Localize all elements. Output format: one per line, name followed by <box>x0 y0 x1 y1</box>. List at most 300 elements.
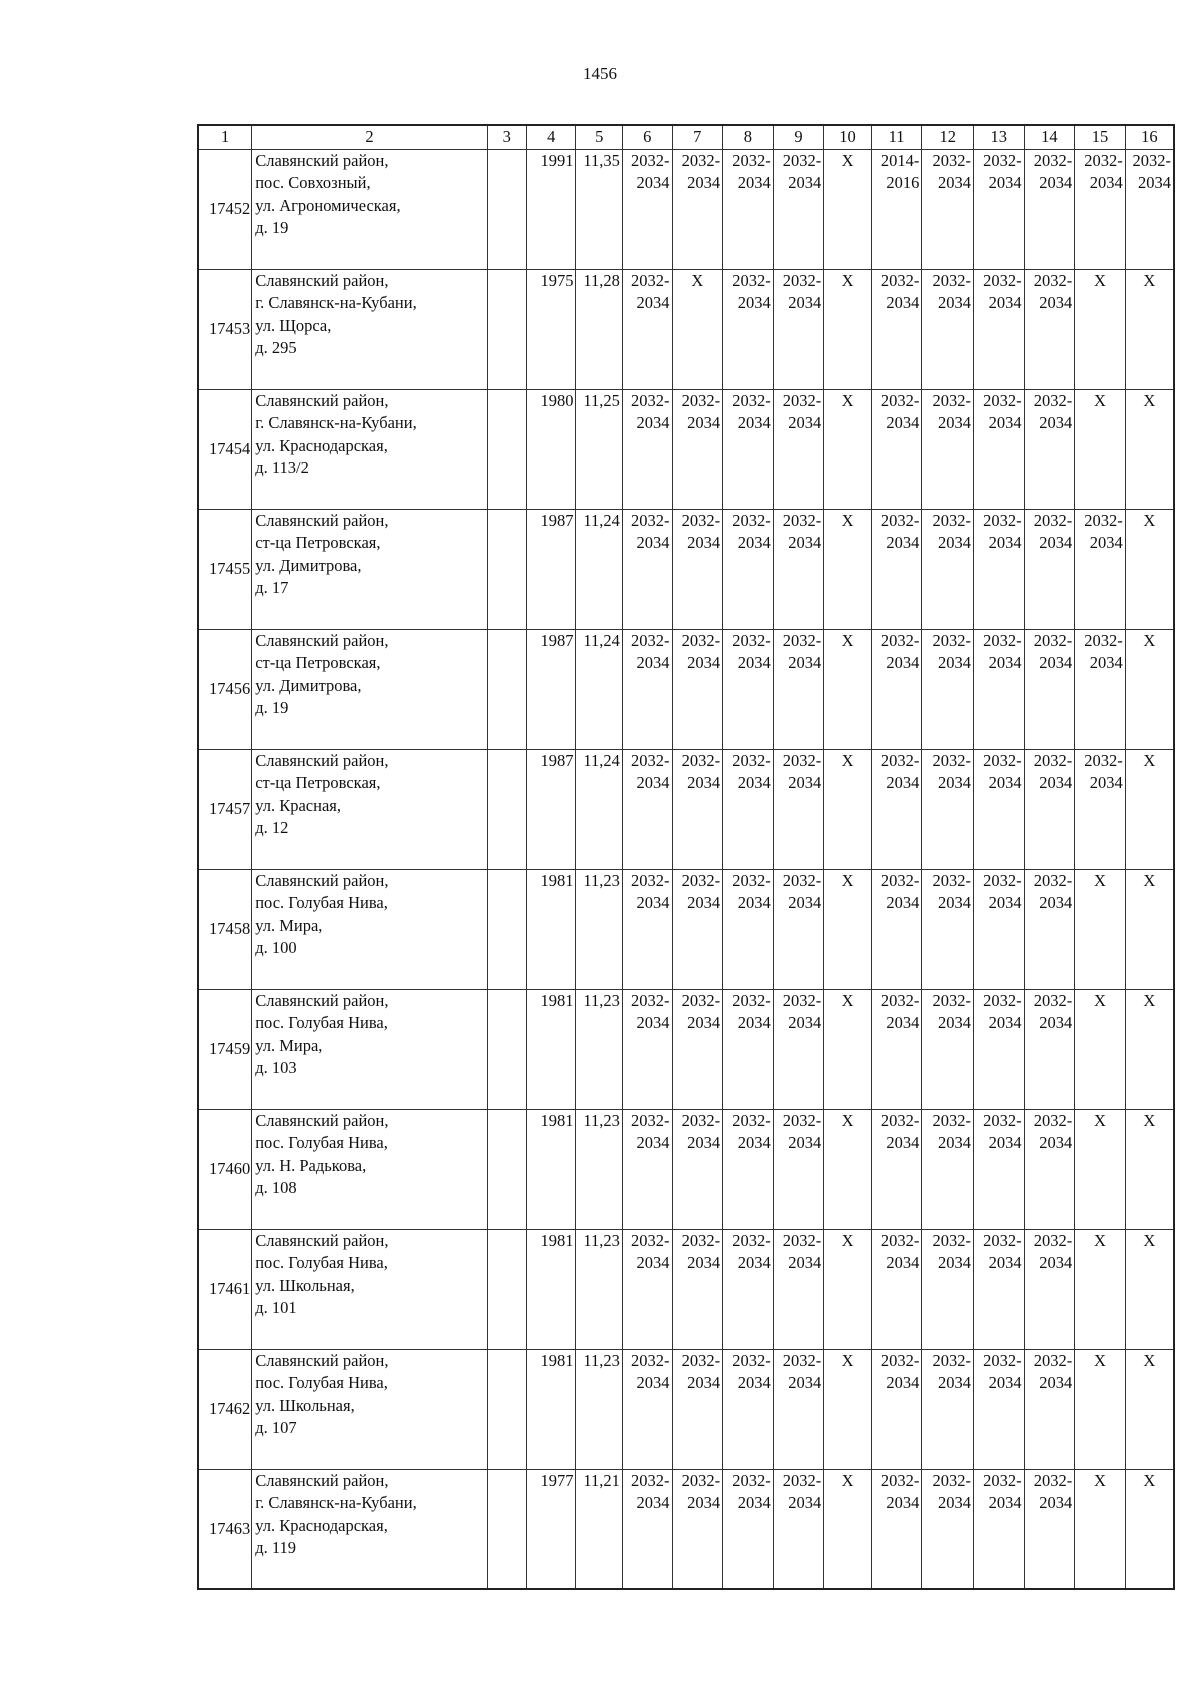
period-text: 2032- <box>782 390 822 410</box>
period-cell-col-7 <box>672 989 723 1109</box>
period-text: 2032- <box>681 990 721 1010</box>
period-text: 2032- <box>932 1110 971 1130</box>
period-text: 2034 <box>1039 1133 1073 1152</box>
period-cell-col-9 <box>773 989 824 1109</box>
period-text: 2034 <box>988 293 1022 312</box>
period-text: 2032- <box>1033 510 1073 530</box>
period-cell-col-8 <box>723 1109 774 1229</box>
period-text: 2034 <box>938 1253 971 1272</box>
period-cell-col-16 <box>1125 869 1174 989</box>
period-text: 2032- <box>631 510 670 530</box>
period-text: 2032- <box>880 1110 920 1130</box>
period-cell-col-11 <box>871 629 922 749</box>
period-text: 2034 <box>636 1253 670 1272</box>
row-number-cell: 17460 <box>198 1109 252 1229</box>
period-text: 2034 <box>636 1373 670 1392</box>
period-text: 2032- <box>1033 1230 1073 1250</box>
period-text: 2032- <box>983 1470 1022 1490</box>
row-number-cell: 17456 <box>198 629 252 749</box>
period-cell-col-15 <box>1075 869 1126 989</box>
period-text: 2034 <box>988 773 1022 792</box>
period-text: 2034 <box>938 293 971 312</box>
period-cell-col-6 <box>622 989 672 1109</box>
period-text: 2032- <box>631 750 670 770</box>
period-text: 2032- <box>732 390 771 410</box>
period-cell-col-6 <box>622 1229 672 1349</box>
period-cell-col-12 <box>922 389 974 509</box>
period-text: X <box>1143 630 1156 650</box>
period-text: 2034 <box>636 773 670 792</box>
period-text: X <box>841 990 854 1010</box>
column-number-header-row <box>198 125 1174 149</box>
period-cell-col-7 <box>672 1349 723 1469</box>
period-cell-col-10 <box>824 1229 872 1349</box>
period-text: 2032- <box>732 990 771 1010</box>
period-text: X <box>1094 1350 1106 1370</box>
period-cell-col-10 <box>824 1469 872 1589</box>
period-text: 2034 <box>1039 1013 1073 1032</box>
address-line: г. Славянск-на-Кубани, <box>255 413 417 432</box>
period-cell-col-14 <box>1024 629 1075 749</box>
period-text: 2034 <box>788 773 822 792</box>
address-line: ул. Красная, <box>255 795 341 815</box>
period-text: X <box>841 870 854 890</box>
address-line: пос. Голубая Нива, <box>255 1253 388 1272</box>
period-text: 2032- <box>631 1110 670 1130</box>
period-cell-col-11 <box>871 389 922 509</box>
column-3-cell <box>487 869 526 989</box>
period-cell-col-11 <box>871 1229 922 1349</box>
column-header-10: 10 <box>824 125 872 149</box>
period-cell-col-11 <box>871 269 922 389</box>
period-cell-col-15 <box>1075 749 1126 869</box>
period-text: 2034 <box>886 293 920 312</box>
period-text: 2034 <box>988 893 1022 912</box>
period-cell-col-9 <box>773 1469 824 1589</box>
address-cell <box>252 269 487 389</box>
value-cell: 11,24 <box>576 629 622 749</box>
period-text: 2034 <box>737 1253 771 1272</box>
period-text: 2034 <box>886 1013 920 1032</box>
period-text: 2034 <box>788 173 822 192</box>
period-cell-col-12 <box>922 269 974 389</box>
period-cell-col-15 <box>1075 1349 1126 1469</box>
period-text: 2034 <box>938 1493 971 1512</box>
period-text: 2014- <box>880 150 920 170</box>
period-text: 2032- <box>932 270 971 290</box>
period-text: 2034 <box>938 533 971 552</box>
period-text: 2034 <box>737 1493 771 1512</box>
period-cell-col-16 <box>1125 269 1174 389</box>
column-header-1: 1 <box>198 125 252 149</box>
period-text: X <box>1094 1110 1106 1130</box>
period-cell-col-16 <box>1125 389 1174 509</box>
period-cell-col-12 <box>922 1109 974 1229</box>
period-text: 2034 <box>737 1133 771 1152</box>
period-text: 2034 <box>1039 173 1073 192</box>
column-3-cell <box>487 629 526 749</box>
period-text: 2032- <box>782 990 822 1010</box>
period-text: 2032- <box>983 270 1022 290</box>
period-text: 2034 <box>988 653 1022 672</box>
period-cell-col-11 <box>871 509 922 629</box>
period-cell-col-9 <box>773 629 824 749</box>
column-header-5: 5 <box>576 125 622 149</box>
period-text: 2032- <box>932 750 971 770</box>
period-cell-col-7 <box>672 629 723 749</box>
period-text: 2034 <box>886 413 920 432</box>
year-cell: 1981 <box>526 1349 576 1469</box>
period-cell-col-7 <box>672 509 723 629</box>
period-cell-col-15 <box>1075 1229 1126 1349</box>
period-cell-col-14 <box>1024 1349 1075 1469</box>
period-text: 2034 <box>636 1133 670 1152</box>
period-cell-col-12 <box>922 749 974 869</box>
period-text: 2034 <box>1039 293 1073 312</box>
period-cell-col-11 <box>871 749 922 869</box>
period-text: 2034 <box>1089 773 1123 792</box>
address-line: пос. Совхозный, <box>255 173 371 192</box>
period-text: 2034 <box>1039 1493 1073 1512</box>
table-row <box>198 1349 1174 1469</box>
address-line: ст-ца Петровская, <box>255 773 381 792</box>
period-text: X <box>841 1230 854 1250</box>
period-cell-col-14 <box>1024 1229 1075 1349</box>
period-cell-col-13 <box>974 989 1025 1109</box>
period-text: 2032- <box>1084 630 1123 650</box>
period-cell-col-14 <box>1024 989 1075 1109</box>
period-text: 2032- <box>983 870 1022 890</box>
period-text: 2032- <box>732 510 771 530</box>
period-text: 2034 <box>788 1133 822 1152</box>
period-text: 2032- <box>681 1230 721 1250</box>
period-cell-col-9 <box>773 269 824 389</box>
value-cell: 11,24 <box>576 749 622 869</box>
period-cell-col-15 <box>1075 629 1126 749</box>
period-text: 2016 <box>886 173 920 192</box>
year-cell: 1980 <box>526 389 576 509</box>
period-text: 2032- <box>1084 510 1123 530</box>
period-text: 2034 <box>737 773 771 792</box>
period-text: 2034 <box>636 653 670 672</box>
period-text: 2034 <box>988 1493 1022 1512</box>
period-text: 2032- <box>983 150 1022 170</box>
period-cell-col-12 <box>922 629 974 749</box>
table-row <box>198 1469 1174 1589</box>
period-cell-col-9 <box>773 389 824 509</box>
period-text: 2034 <box>687 653 721 672</box>
period-text: X <box>1143 390 1156 410</box>
period-text: 2032- <box>732 630 771 650</box>
period-cell-col-8 <box>723 1229 774 1349</box>
period-cell-col-11 <box>871 1349 922 1469</box>
period-cell-col-13 <box>974 1229 1025 1349</box>
period-cell-col-10 <box>824 1349 872 1469</box>
period-text: 2032- <box>1033 1110 1073 1130</box>
period-text: 2032- <box>1132 150 1171 170</box>
period-text: 2032- <box>880 510 920 530</box>
period-text: 2032- <box>732 270 771 290</box>
period-text: 2034 <box>1039 413 1073 432</box>
period-cell-col-14 <box>1024 269 1075 389</box>
period-text: 2034 <box>737 1013 771 1032</box>
period-text: 2032- <box>880 750 920 770</box>
period-text: 2034 <box>636 533 670 552</box>
period-cell-col-9 <box>773 1349 824 1469</box>
address-line: ул. Школьная, <box>255 1275 355 1295</box>
period-cell-col-13 <box>974 1469 1025 1589</box>
period-cell-col-12 <box>922 149 974 269</box>
period-text: 2034 <box>687 1373 721 1392</box>
address-cell <box>252 1469 487 1589</box>
period-text: 2032- <box>932 870 971 890</box>
period-text: X <box>841 750 854 770</box>
period-text: 2034 <box>1039 533 1073 552</box>
period-text: 2032- <box>782 270 822 290</box>
address-line: ст-ца Петровская, <box>255 653 381 672</box>
year-cell: 1987 <box>526 509 576 629</box>
address-line: г. Славянск-на-Кубани, <box>255 1493 417 1512</box>
period-cell-col-6 <box>622 1349 672 1469</box>
period-text: X <box>1143 1110 1156 1130</box>
period-text: 2032- <box>782 1110 822 1130</box>
period-text: 2032- <box>681 750 721 770</box>
address-line: ул. Димитрова, <box>255 675 362 695</box>
period-text: 2032- <box>983 1230 1022 1250</box>
period-text: 2034 <box>938 773 971 792</box>
period-cell-col-14 <box>1024 749 1075 869</box>
row-number-cell: 17457 <box>198 749 252 869</box>
year-cell: 1977 <box>526 1469 576 1589</box>
period-text: 2034 <box>988 1253 1022 1272</box>
table-row <box>198 149 1174 269</box>
period-text: 2034 <box>938 1013 971 1032</box>
value-cell: 11,23 <box>576 1109 622 1229</box>
address-line: д. 12 <box>255 818 289 837</box>
period-cell-col-11 <box>871 1469 922 1589</box>
address-line: Славянский район, <box>255 270 389 290</box>
year-cell: 1981 <box>526 989 576 1109</box>
row-number-cell: 17454 <box>198 389 252 509</box>
period-text: X <box>1143 1470 1156 1490</box>
period-text: 2032- <box>631 870 670 890</box>
address-line: Славянский район, <box>255 1470 389 1490</box>
address-line: ул. Щорса, <box>255 315 332 335</box>
period-text: 2032- <box>1033 390 1073 410</box>
period-text: X <box>1143 510 1156 530</box>
value-cell: 11,28 <box>576 269 622 389</box>
address-line: пос. Голубая Нива, <box>255 1133 388 1152</box>
period-text: 2034 <box>687 893 721 912</box>
period-text: 2034 <box>687 173 721 192</box>
address-cell <box>252 1229 487 1349</box>
period-text: X <box>841 630 854 650</box>
address-cell <box>252 1349 487 1469</box>
table-row <box>198 749 1174 869</box>
address-line: ул. Краснодарская, <box>255 1515 388 1535</box>
column-header-4: 4 <box>526 125 576 149</box>
period-text: X <box>1143 1350 1156 1370</box>
period-text: 2034 <box>1039 773 1073 792</box>
period-text: 2032- <box>880 630 920 650</box>
period-text: 2032- <box>983 750 1022 770</box>
period-text: 2032- <box>932 990 971 1010</box>
period-text: 2034 <box>788 1493 822 1512</box>
period-text: 2032- <box>1033 630 1073 650</box>
address-line: ул. Краснодарская, <box>255 435 388 455</box>
period-text: 2032- <box>782 750 822 770</box>
period-cell-col-15 <box>1075 989 1126 1109</box>
address-line: Славянский район, <box>255 1350 389 1370</box>
period-text: X <box>1143 870 1156 890</box>
period-text: 2034 <box>1138 173 1171 192</box>
column-header-3: 3 <box>487 125 526 149</box>
period-text: 2032- <box>1033 1470 1073 1490</box>
address-cell <box>252 749 487 869</box>
address-line: ул. Агрономическая, <box>255 195 401 215</box>
period-text: 2032- <box>681 510 721 530</box>
period-cell-col-6 <box>622 1109 672 1229</box>
column-header-13: 13 <box>974 125 1025 149</box>
period-cell-col-14 <box>1024 389 1075 509</box>
period-cell-col-7 <box>672 1109 723 1229</box>
address-line: Славянский район, <box>255 1230 389 1250</box>
period-cell-col-9 <box>773 149 824 269</box>
period-text: 2032- <box>932 630 971 650</box>
column-header-11: 11 <box>871 125 922 149</box>
period-cell-col-12 <box>922 989 974 1109</box>
period-cell-col-12 <box>922 1469 974 1589</box>
period-text: 2032- <box>1033 150 1073 170</box>
period-cell-col-10 <box>824 1109 872 1229</box>
period-cell-col-6 <box>622 869 672 989</box>
period-cell-col-16 <box>1125 629 1174 749</box>
period-text: 2032- <box>1084 150 1123 170</box>
period-text: X <box>841 1110 854 1130</box>
value-cell: 11,23 <box>576 989 622 1109</box>
period-text: 2034 <box>636 293 670 312</box>
column-3-cell <box>487 1349 526 1469</box>
period-text: 2032- <box>782 630 822 650</box>
period-text: 2034 <box>788 1013 822 1032</box>
value-cell: 11,35 <box>576 149 622 269</box>
column-header-6: 6 <box>622 125 672 149</box>
period-text: 2032- <box>1033 870 1073 890</box>
period-text: 2034 <box>886 1493 920 1512</box>
period-text: 2032- <box>932 1470 971 1490</box>
address-line: ст-ца Петровская, <box>255 533 381 552</box>
period-text: 2034 <box>687 413 721 432</box>
table-row <box>198 629 1174 749</box>
period-cell-col-12 <box>922 1349 974 1469</box>
period-cell-col-14 <box>1024 149 1075 269</box>
period-text: 2034 <box>1039 893 1073 912</box>
period-text: 2034 <box>938 653 971 672</box>
value-cell: 11,21 <box>576 1469 622 1589</box>
period-text: 2032- <box>732 870 771 890</box>
address-line: Славянский район, <box>255 870 389 890</box>
column-3-cell <box>487 1109 526 1229</box>
period-text: 2034 <box>737 653 771 672</box>
period-text: 2034 <box>1039 1373 1073 1392</box>
period-text: 2034 <box>1089 533 1123 552</box>
period-cell-col-9 <box>773 509 824 629</box>
period-text: 2034 <box>886 653 920 672</box>
period-text: 2032- <box>880 1350 920 1370</box>
period-cell-col-6 <box>622 509 672 629</box>
period-text: 2032- <box>983 390 1022 410</box>
period-text: 2034 <box>788 533 822 552</box>
period-text: X <box>841 1350 854 1370</box>
period-text: 2032- <box>1084 750 1123 770</box>
period-cell-col-10 <box>824 749 872 869</box>
period-text: 2032- <box>631 1350 670 1370</box>
address-line: Славянский район, <box>255 390 389 410</box>
column-header-15: 15 <box>1075 125 1126 149</box>
period-cell-col-10 <box>824 389 872 509</box>
period-text: X <box>1094 1230 1106 1250</box>
period-cell-col-9 <box>773 869 824 989</box>
period-text: 2034 <box>886 533 920 552</box>
period-cell-col-8 <box>723 389 774 509</box>
table-row <box>198 869 1174 989</box>
period-text: 2034 <box>988 413 1022 432</box>
period-text: 2032- <box>732 1110 771 1130</box>
period-text: X <box>1143 990 1156 1010</box>
address-line: д. 108 <box>255 1178 297 1197</box>
value-cell: 11,23 <box>576 869 622 989</box>
value-cell: 11,24 <box>576 509 622 629</box>
period-text: 2032- <box>983 510 1022 530</box>
period-cell-col-12 <box>922 1229 974 1349</box>
column-3-cell <box>487 989 526 1109</box>
year-cell: 1991 <box>526 149 576 269</box>
period-text: 2032- <box>983 1110 1022 1130</box>
table-row <box>198 989 1174 1109</box>
column-3-cell <box>487 509 526 629</box>
period-cell-col-8 <box>723 749 774 869</box>
address-line: д. 101 <box>255 1298 297 1317</box>
period-cell-col-16 <box>1125 1349 1174 1469</box>
address-line: Славянский район, <box>255 510 389 530</box>
address-line: д. 119 <box>255 1538 296 1557</box>
period-text: 2034 <box>687 773 721 792</box>
address-line: д. 113/2 <box>255 458 309 477</box>
period-text: 2034 <box>788 653 822 672</box>
period-text: 2032- <box>932 510 971 530</box>
period-text: X <box>1094 870 1106 890</box>
period-text: 2034 <box>687 533 721 552</box>
address-line: Славянский район, <box>255 990 389 1010</box>
period-text: 2032- <box>983 990 1022 1010</box>
address-line: Славянский район, <box>255 1110 389 1130</box>
period-text: 2034 <box>988 1013 1022 1032</box>
period-cell-col-8 <box>723 629 774 749</box>
period-cell-col-15 <box>1075 1109 1126 1229</box>
address-line: пос. Голубая Нива, <box>255 1013 388 1032</box>
period-cell-col-10 <box>824 149 872 269</box>
period-text: 2032- <box>732 1230 771 1250</box>
period-text: 2032- <box>880 390 920 410</box>
year-cell: 1987 <box>526 629 576 749</box>
period-cell-col-14 <box>1024 1109 1075 1229</box>
period-text: 2034 <box>886 893 920 912</box>
column-header-9: 9 <box>773 125 824 149</box>
period-text: 2032- <box>1033 1350 1073 1370</box>
period-cell-col-7 <box>672 1469 723 1589</box>
period-text: 2032- <box>782 1470 822 1490</box>
period-cell-col-13 <box>974 749 1025 869</box>
